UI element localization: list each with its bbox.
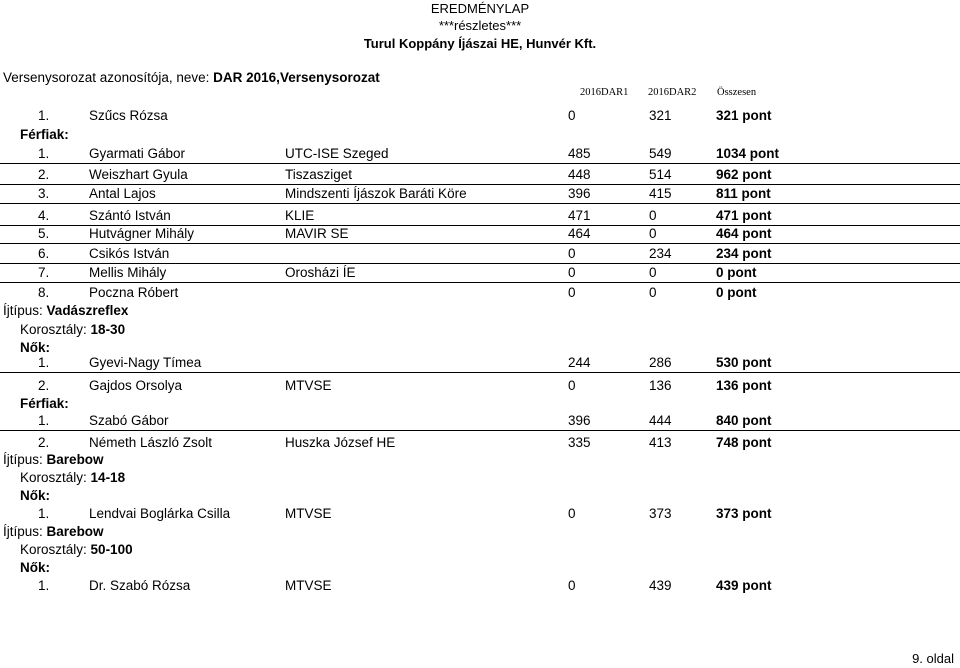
result-row — [0, 166, 960, 185]
archer-name: Antal Lajos — [89, 186, 156, 201]
score-dar2: 234 — [649, 246, 672, 261]
score-dar1: 0 — [568, 506, 576, 521]
score-dar2: 415 — [649, 186, 672, 201]
result-row — [0, 264, 960, 283]
archer-name: Gyevi-Nagy Tímea — [89, 355, 202, 370]
ageclass-line: Korosztály: 14-18 — [20, 470, 126, 485]
score-dar2: 413 — [649, 435, 672, 450]
score-dar1: 448 — [568, 167, 591, 182]
rank: 1. — [38, 108, 50, 123]
result-row — [0, 145, 960, 164]
result-row — [0, 377, 960, 395]
organizer-name: Turul Koppány Íjászai HE, Hunvér Kft. — [363, 36, 597, 51]
score-dar1: 396 — [568, 413, 591, 428]
rank: 3. — [38, 186, 50, 201]
score-dar1: 396 — [568, 186, 591, 201]
score-dar1: 485 — [568, 146, 591, 161]
archer-name: Gyarmati Gábor — [89, 146, 186, 161]
series-line — [3, 70, 380, 85]
score-total: 962 pont — [716, 167, 772, 182]
report-title: EREDMÉNYLAP — [430, 1, 530, 16]
archer-name: Poczna Róbert — [89, 285, 179, 300]
rank: 1. — [38, 355, 50, 370]
women-label: Nők: — [20, 488, 50, 503]
score-dar1: 0 — [568, 265, 576, 280]
rank: 4. — [38, 208, 50, 223]
archer-name: Gajdos Orsolya — [89, 378, 183, 393]
score-dar1: 0 — [568, 246, 576, 261]
rank: 2. — [38, 378, 50, 393]
score-dar1: 244 — [568, 355, 591, 370]
score-dar2: 444 — [649, 413, 672, 428]
archer-name: Weiszhart Gyula — [89, 167, 188, 182]
archer-name: Hutvágner Mihály — [89, 226, 195, 241]
score-total: 748 pont — [716, 435, 772, 450]
result-row — [0, 505, 960, 523]
score-dar1: 0 — [568, 285, 576, 300]
score-dar2: 286 — [649, 355, 672, 370]
result-row — [0, 245, 960, 264]
result-row — [0, 207, 960, 226]
women-label: Nők: — [20, 340, 50, 355]
score-total: 471 pont — [716, 208, 772, 223]
rank: 8. — [38, 285, 50, 300]
score-total: 811 pont — [716, 186, 771, 201]
score-total: 439 pont — [716, 578, 772, 593]
rank: 6. — [38, 246, 50, 261]
score-total: 840 pont — [716, 413, 772, 428]
women-label: Nők: — [20, 560, 50, 575]
score-total: 530 pont — [716, 355, 772, 370]
archer-name: Szűcs Rózsa — [89, 108, 168, 123]
score-dar1: 0 — [568, 108, 576, 123]
rank: 5. — [38, 226, 50, 241]
archer-name: Lendvai Boglárka Csilla — [89, 506, 231, 521]
score-dar2: 439 — [649, 578, 672, 593]
club-name: KLIE — [285, 208, 315, 223]
score-dar2: 0 — [649, 208, 657, 223]
ageclass-line: Korosztály: 50-100 — [20, 542, 133, 557]
bowtype-line: Íjtípus: Barebow — [3, 452, 104, 467]
club-name: UTC-ISE Szeged — [285, 146, 389, 161]
score-total: 0 pont — [716, 265, 757, 280]
score-total: 1034 pont — [716, 146, 780, 161]
club-name: Orosházi ÍE — [285, 265, 356, 280]
club-name: Mindszenti Íjászok Baráti Köre — [285, 186, 467, 201]
club-name: Tiszasziget — [285, 167, 353, 182]
rank: 1. — [38, 578, 50, 593]
column-header-dar1: 2016DAR1 — [580, 87, 629, 98]
archer-name: Németh László Zsolt — [89, 435, 213, 450]
rank: 2. — [38, 435, 50, 450]
club-name: MAVIR SE — [285, 226, 349, 241]
club-name: Huszka József HE — [285, 435, 396, 450]
rank: 1. — [38, 413, 50, 428]
result-row — [0, 412, 960, 431]
archer-name: Dr. Szabó Rózsa — [89, 578, 191, 593]
score-dar2: 373 — [649, 506, 672, 521]
bowtype-line: Íjtípus: Barebow — [3, 524, 104, 539]
club-name: MTVSE — [285, 506, 332, 521]
score-total: 136 pont — [716, 378, 772, 393]
column-header-dar2: 2016DAR2 — [648, 87, 697, 98]
archer-name: Csikós István — [89, 246, 170, 261]
score-dar2: 0 — [649, 226, 657, 241]
club-name: MTVSE — [285, 578, 332, 593]
score-dar1: 0 — [568, 378, 576, 393]
series-value: DAR 2016,Versenysorozat — [213, 70, 380, 85]
page-number: 9. oldal — [912, 651, 954, 666]
result-row — [0, 434, 960, 452]
score-total: 234 pont — [716, 246, 772, 261]
score-total: 0 pont — [716, 285, 757, 300]
archer-name: Mellis Mihály — [89, 265, 167, 280]
club-name: MTVSE — [285, 378, 332, 393]
result-row — [0, 284, 960, 302]
report-subtitle: ***részletes*** — [438, 18, 522, 33]
result-row — [0, 185, 960, 204]
score-dar1: 464 — [568, 226, 591, 241]
archer-name: Szabó Gábor — [89, 413, 169, 428]
result-row — [0, 107, 960, 125]
rank: 1. — [38, 506, 50, 521]
score-dar2: 514 — [649, 167, 672, 182]
score-dar2: 0 — [649, 265, 657, 280]
archer-name: Szántó István — [89, 208, 171, 223]
score-dar1: 335 — [568, 435, 591, 450]
result-row — [0, 577, 960, 595]
men-label: Férfiak: — [20, 127, 69, 142]
score-total: 373 pont — [716, 506, 772, 521]
score-dar2: 136 — [649, 378, 672, 393]
score-dar2: 549 — [649, 146, 672, 161]
rank: 1. — [38, 146, 50, 161]
score-total: 464 pont — [716, 226, 772, 241]
score-total: 321 pont — [716, 108, 772, 123]
rank: 7. — [38, 265, 50, 280]
result-row — [0, 225, 960, 244]
score-dar1: 0 — [568, 578, 576, 593]
score-dar2: 321 — [649, 108, 672, 123]
ageclass-line: Korosztály: 18-30 — [20, 322, 126, 337]
bowtype-line: Íjtípus: Vadászreflex — [3, 303, 129, 318]
series-label: Versenysorozat azonosítója, neve: — [3, 70, 210, 85]
column-header-total: Összesen — [717, 87, 757, 98]
result-row — [0, 354, 960, 373]
score-dar2: 0 — [649, 285, 657, 300]
men-label: Férfiak: — [20, 396, 69, 411]
rank: 2. — [38, 167, 50, 182]
score-dar1: 471 — [568, 208, 591, 223]
